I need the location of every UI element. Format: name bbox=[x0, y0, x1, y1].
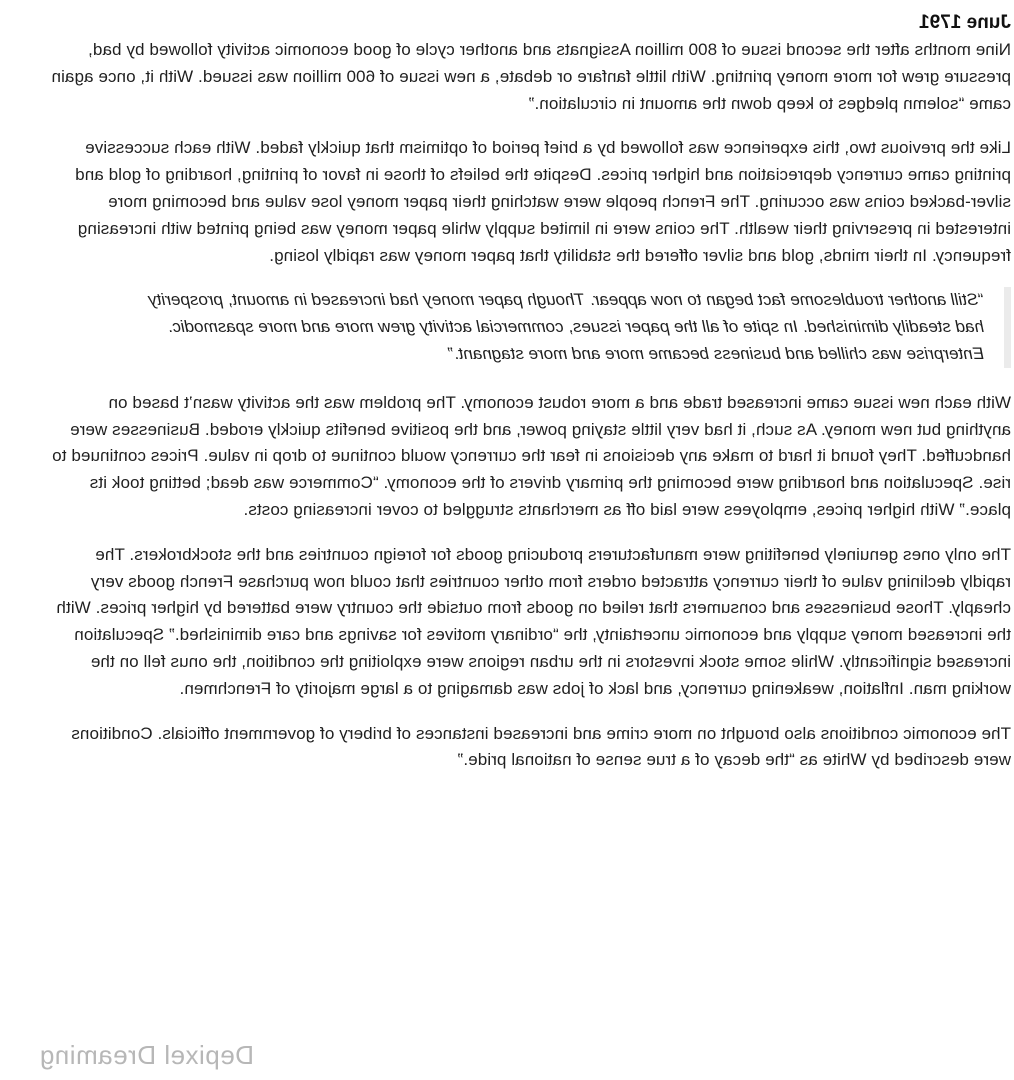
article-heading: June 1791 bbox=[919, 12, 1011, 33]
paragraph-4: The only ones genuinely benefiting were manufacturers producing goods for foreign countries and the stockbrokers. The rapidly declining value of their currency attracted orders from other countries that could now purchase French goods very cheaply. Those businesses and consumers that relied on goods from outside the country were battered by higher prices. With the increased money supply and economic uncertainty, the “ordinary motives for savings and care diminished.” Speculation increased significantly. While some stock investors in the urban regions were exploiting the condition, the onus fell on the working man. Inflation, weakening currency, and lack of jobs was damaging to a large majority of Frenchmen. bbox=[56, 544, 1011, 698]
paragraph-3: With each new issue came increased trade and a more robust economy. The problem was the activity wasn’t based on anything but new money. As such, it had very little staying power, and the positive benefits quickly eroded. Businesses were handcuffed. They found it hard to make any decisions in fear the currency would continue to drop in value. Prices continued to rise. Speculation and hoarding were becoming the primary drivers of the economy. “Commerce was dead; betting took its place.” With higher prices, employees were laid off as merchants struggled to cover increasing costs. bbox=[52, 392, 1011, 519]
paragraph-2: Like the previous two, this experience was followed by a brief period of optimism that quickly faded. With each successive printing came currency depreciation and higher prices. Despite the beliefs of those in favor of printing, hoarding of gold and silver-backed coins was occuring. The French people were watching their paper money lose value and becoming more interested in preserving their wealth. The coins were in limited supply while paper money was being printed with increasing frequency. In their minds, gold and silver offered the stability that paper money was rapidly losing. bbox=[75, 138, 1011, 265]
article-body bbox=[50, 12, 1011, 792]
paragraph-1: Nine months after the second issue of 800 million Assignats and another cycle of good economic activity followed by bad, pressure grew for more money printing. With little fanfare or debate, a new issue of 600 million was issued. With it, once again came “solemn pledges to keep down the amount in circulation.” bbox=[51, 40, 1011, 113]
blockquote-text: “Still another troublesome fact began to now appear. Though paper money had increased in amount, prosperity had steadily diminished. In spite of all the paper issues, commercial activity grew more and more spasmodic. Enterprise was chilled and business became more and more stagnant.” bbox=[148, 290, 984, 363]
blockquote bbox=[50, 287, 1011, 367]
watermark-text: Depixel Dreaming bbox=[39, 1040, 254, 1070]
paragraph-5: The economic conditions also brought on more crime and increased instances of bribery of government officials. Conditions were described by White as “the decay of a true sense of national pride.” bbox=[71, 723, 1011, 770]
